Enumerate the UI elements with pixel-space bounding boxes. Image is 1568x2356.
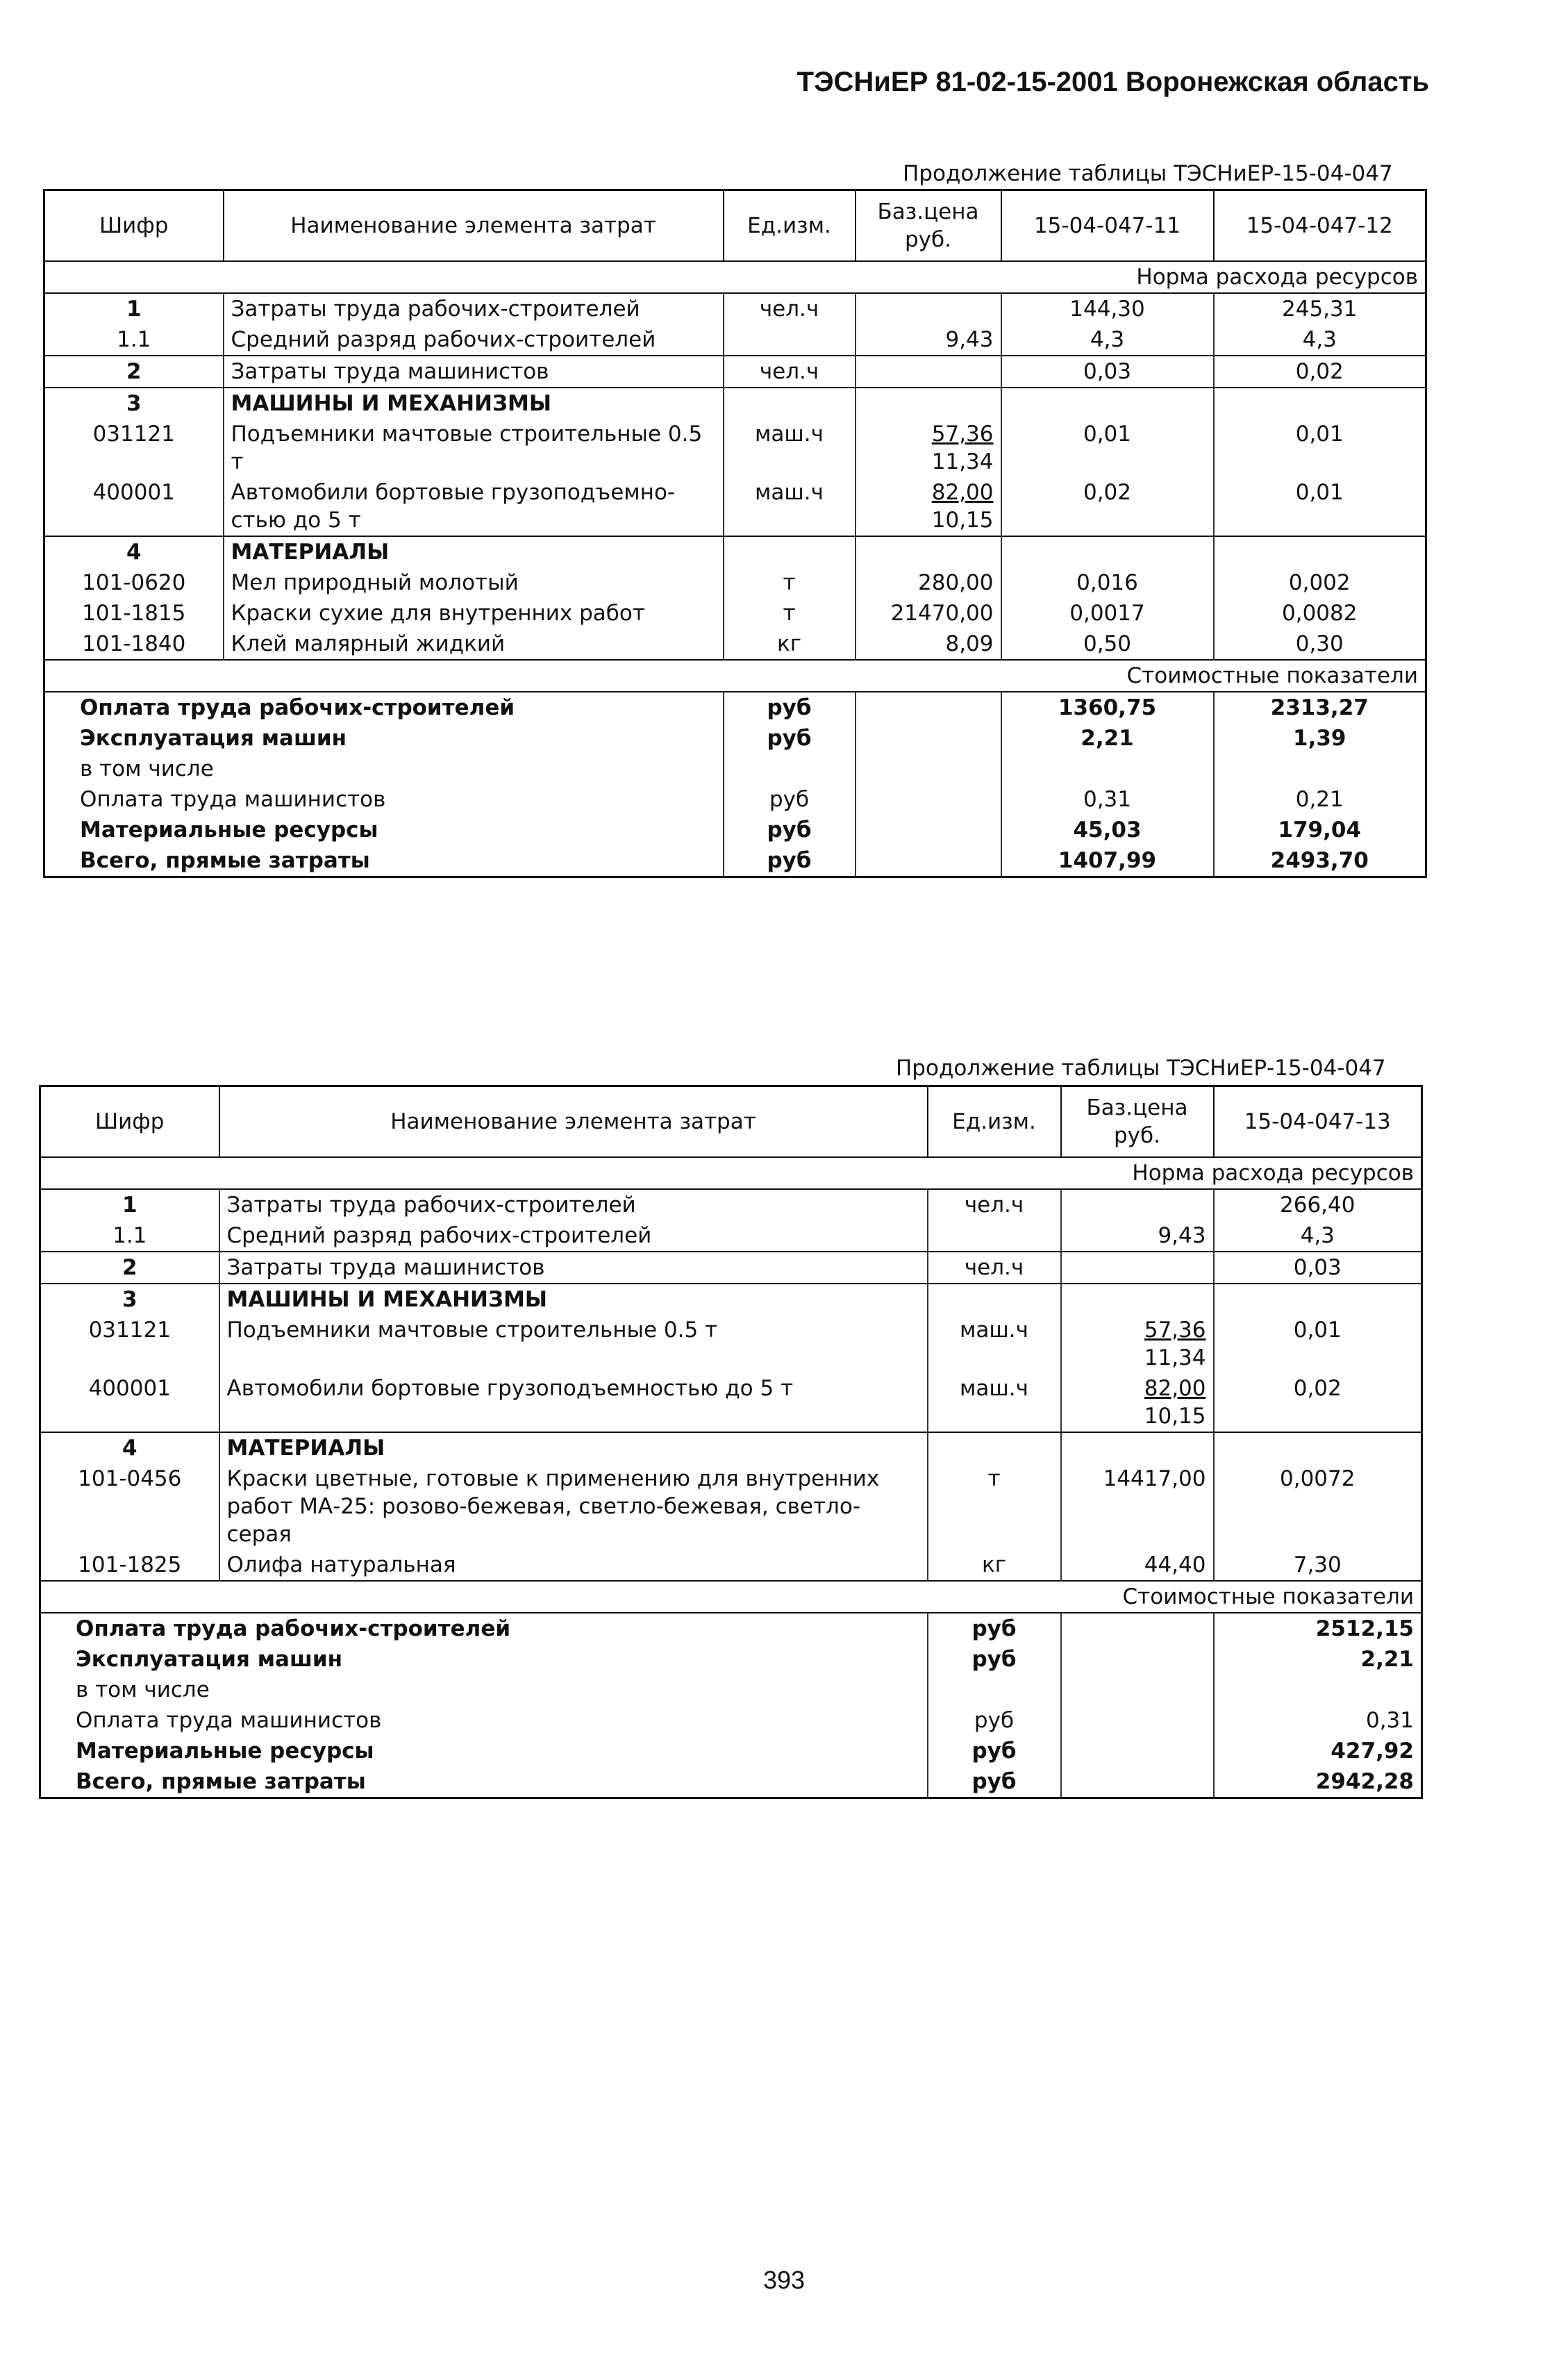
- summary-row: [40, 1644, 1422, 1675]
- table-row: [44, 477, 1426, 536]
- table2-caption: Продолжение таблицы ТЭСНиЕР-15-04-047: [896, 1056, 1386, 1081]
- cell-norm-v1: 0,016: [1001, 567, 1214, 598]
- summary-price-empty: [856, 815, 1001, 845]
- cell-code: 3: [44, 388, 224, 419]
- col-header-price: Баз.цена руб.: [856, 190, 1001, 261]
- cell-code: 101-1815: [44, 598, 224, 629]
- summary-unit: руб: [724, 815, 856, 845]
- summary-price-empty: [856, 845, 1001, 877]
- summary-row: [44, 784, 1426, 815]
- summary-unit: руб: [928, 1766, 1061, 1798]
- cell-unit: маш.ч: [928, 1373, 1061, 1432]
- summary-price-empty: [1061, 1705, 1214, 1736]
- summary-price-empty: [1061, 1613, 1214, 1644]
- price-value: 82,00: [931, 479, 994, 505]
- summary-row: [44, 723, 1426, 754]
- norm-label: Норма расхода ресурсов: [44, 261, 1426, 293]
- table-row: [44, 388, 1426, 419]
- cell-norm-v1: 4,3: [1214, 1220, 1422, 1252]
- table-row: [40, 1373, 1422, 1432]
- summary-row: [40, 1766, 1422, 1798]
- cell-code: 4: [40, 1432, 219, 1463]
- cell-price: [856, 536, 1001, 567]
- col-header-price: Баз.цена руб.: [1061, 1086, 1214, 1157]
- cell-name: Средний разряд рабочих-строителей: [219, 1220, 928, 1252]
- summary-price-empty: [856, 754, 1001, 784]
- summary-unit: руб: [724, 723, 856, 754]
- summary-price-empty: [1061, 1766, 1214, 1798]
- cell-norm-v1: 0,03: [1001, 356, 1214, 388]
- summary-price-empty: [1061, 1675, 1214, 1705]
- cost-label: Стоимостные показатели: [44, 660, 1426, 692]
- table-row: [44, 419, 1426, 477]
- summary-value-v1: 2,21: [1214, 1644, 1422, 1675]
- col-header-unit: Ед.изм.: [724, 190, 856, 261]
- cell-norm-v1: 0,01: [1001, 419, 1214, 477]
- cell-norm-v1: 4,3: [1001, 324, 1214, 356]
- cell-price: [1061, 1373, 1214, 1432]
- cell-unit: т: [724, 567, 856, 598]
- summary-value-v1: 45,03: [1001, 815, 1214, 845]
- price-value: 9,43: [945, 326, 994, 352]
- cell-code: 2: [40, 1252, 219, 1284]
- cost-label: Стоимостные показатели: [40, 1581, 1422, 1613]
- cell-norm-v2: 0,0082: [1214, 598, 1426, 629]
- cell-unit: чел.ч: [724, 356, 856, 388]
- price-machinist-value: 11,34: [1144, 1345, 1206, 1370]
- table-row: [40, 1463, 1422, 1550]
- col-header-15-04-047-12: 15-04-047-12: [1214, 190, 1426, 261]
- cell-price: [1061, 1284, 1214, 1315]
- price-machinist-value: 10,15: [931, 507, 994, 533]
- cell-name: Мел природный молотый: [224, 567, 724, 598]
- cell-price: [856, 293, 1001, 324]
- cell-norm-v1: [1001, 388, 1214, 419]
- page-number: 393: [762, 2266, 806, 2294]
- cell-norm-v2: 0,30: [1214, 629, 1426, 660]
- cell-price: [856, 388, 1001, 419]
- col-header-code: Шифр: [40, 1086, 219, 1157]
- table-row: [40, 1550, 1422, 1581]
- summary-value-v1: [1001, 754, 1214, 784]
- cell-unit: маш.ч: [724, 419, 856, 477]
- cell-norm-v1: [1214, 1284, 1422, 1315]
- cell-code: 2: [44, 356, 224, 388]
- summary-price-empty: [1061, 1736, 1214, 1766]
- cell-unit: маш.ч: [724, 477, 856, 536]
- cell-norm-v1: 266,40: [1214, 1189, 1422, 1220]
- cell-name: Клей малярный жидкий: [224, 629, 724, 660]
- cell-price: [856, 419, 1001, 477]
- table-row: [44, 356, 1426, 388]
- summary-row: [40, 1613, 1422, 1644]
- table1-caption: Продолжение таблицы ТЭСНиЕР-15-04-047: [903, 161, 1393, 186]
- summary-unit: руб: [928, 1705, 1061, 1736]
- cell-norm-v1: 0,0017: [1001, 598, 1214, 629]
- cell-price: [1061, 1432, 1214, 1463]
- norm-row: [40, 1157, 1422, 1189]
- cell-price: [1061, 1220, 1214, 1252]
- summary-row: [44, 692, 1426, 723]
- summary-row: [44, 845, 1426, 877]
- table-row: [40, 1315, 1422, 1373]
- cell-code: 400001: [40, 1373, 219, 1432]
- col-header-name: Наименование элемента затрат: [219, 1086, 928, 1157]
- cell-price: [1061, 1463, 1214, 1550]
- summary-value-v1: 0,31: [1001, 784, 1214, 815]
- cell-unit: чел.ч: [724, 293, 856, 324]
- cell-code: 031121: [44, 419, 224, 477]
- table2: [39, 1085, 1423, 1799]
- cell-norm-v1: 0,50: [1001, 629, 1214, 660]
- table-row: [44, 293, 1426, 324]
- cell-price: [856, 598, 1001, 629]
- summary-value-v1: [1214, 1675, 1422, 1705]
- cell-name: Олифа натуральная: [219, 1550, 928, 1581]
- cell-code: 400001: [44, 477, 224, 536]
- cell-norm-v2: [1214, 388, 1426, 419]
- price-value: 280,00: [918, 570, 994, 595]
- summary-row: [44, 754, 1426, 784]
- cell-norm-v2: 245,31: [1214, 293, 1426, 324]
- cell-norm-v1: 7,30: [1214, 1550, 1422, 1581]
- summary-unit: руб: [928, 1613, 1061, 1644]
- cell-code: 1: [40, 1189, 219, 1220]
- price-value: 9,43: [1158, 1222, 1206, 1248]
- table-row: [44, 598, 1426, 629]
- table-row: [44, 567, 1426, 598]
- col-header-name: Наименование элемента затрат: [224, 190, 724, 261]
- cell-name: Средний разряд рабочих-строителей: [224, 324, 724, 356]
- cell-name: Затраты труда машинистов: [219, 1252, 928, 1284]
- summary-price-empty: [1061, 1644, 1214, 1675]
- cell-price: [856, 567, 1001, 598]
- cell-name: МАТЕРИАЛЫ: [219, 1432, 928, 1463]
- col-header-unit: Ед.изм.: [928, 1086, 1061, 1157]
- cell-norm-v1: 0,02: [1214, 1373, 1422, 1432]
- cell-unit: т: [724, 598, 856, 629]
- cell-unit: маш.ч: [928, 1315, 1061, 1373]
- cell-code: 101-0620: [44, 567, 224, 598]
- summary-price-empty: [856, 692, 1001, 723]
- cell-name: МАШИНЫ И МЕХАНИЗМЫ: [219, 1284, 928, 1315]
- cell-name: Затраты труда машинистов: [224, 356, 724, 388]
- cell-unit: кг: [724, 629, 856, 660]
- table-row: [44, 629, 1426, 660]
- price-value: 82,00: [1144, 1375, 1206, 1401]
- cell-code: 101-1825: [40, 1550, 219, 1581]
- cell-norm-v2: 0,02: [1214, 356, 1426, 388]
- cell-norm-v2: 0,002: [1214, 567, 1426, 598]
- summary-label: Материальные ресурсы: [80, 817, 378, 843]
- cell-price: [856, 629, 1001, 660]
- summary-label: Всего, прямые затраты: [44, 845, 724, 877]
- cell-norm-v1: [1214, 1432, 1422, 1463]
- cell-norm-v1: [1001, 536, 1214, 567]
- price-value: 21470,00: [890, 600, 994, 626]
- cell-name: Затраты труда рабочих-строителей: [224, 293, 724, 324]
- cell-name: Краски цветные, готовые к применению для внутренних работ МА-25: розово-бежевая, светло-бежевая, светло-серая: [219, 1463, 928, 1550]
- summary-label: Всего, прямые затраты: [40, 1766, 928, 1798]
- cell-code: 3: [40, 1284, 219, 1315]
- cell-unit: т: [928, 1463, 1061, 1550]
- cell-price: [1061, 1252, 1214, 1284]
- summary-value-v2: [1214, 754, 1426, 784]
- table-row: [40, 1284, 1422, 1315]
- cell-norm-v2: 4,3: [1214, 324, 1426, 356]
- cell-norm-v2: 0,01: [1214, 477, 1426, 536]
- cell-name: Краски сухие для внутренних работ: [224, 598, 724, 629]
- cell-unit: [724, 388, 856, 419]
- cell-price: [1061, 1550, 1214, 1581]
- cell-norm-v1: 0,01: [1214, 1315, 1422, 1373]
- summary-label: Эксплуатация машин: [80, 725, 347, 751]
- col-header-15-04-047-11: 15-04-047-11: [1001, 190, 1214, 261]
- summary-unit: [724, 754, 856, 784]
- cell-code: 101-1840: [44, 629, 224, 660]
- summary-value-v2: 179,04: [1214, 815, 1426, 845]
- price-value: 57,36: [1144, 1317, 1206, 1343]
- norm-row: [44, 261, 1426, 293]
- summary-unit: руб: [928, 1736, 1061, 1766]
- summary-row: [44, 815, 1426, 845]
- cell-code: 1: [44, 293, 224, 324]
- summary-value-v1: 0,31: [1214, 1705, 1422, 1736]
- summary-row: [40, 1736, 1422, 1766]
- cell-norm-v1: 144,30: [1001, 293, 1214, 324]
- table-row: [40, 1220, 1422, 1252]
- summary-value-v2: 2313,27: [1214, 692, 1426, 723]
- table-row: [44, 324, 1426, 356]
- summary-value-v1: 2,21: [1001, 723, 1214, 754]
- table-row: [40, 1432, 1422, 1463]
- table-row: [44, 536, 1426, 567]
- cell-code: 1.1: [40, 1220, 219, 1252]
- summary-price-empty: [856, 784, 1001, 815]
- summary-value-v1: 2942,28: [1214, 1766, 1422, 1798]
- document-header: ТЭСНиЕР 81-02-15-2001 Воронежская область: [796, 67, 1429, 97]
- table-row: [40, 1252, 1422, 1284]
- price-machinist-value: 11,34: [931, 449, 994, 474]
- cell-code: 101-0456: [40, 1463, 219, 1550]
- cell-price: [856, 477, 1001, 536]
- table1: [43, 189, 1427, 878]
- price-value: 8,09: [945, 631, 994, 656]
- cell-code: 031121: [40, 1315, 219, 1373]
- cell-unit: [928, 1284, 1061, 1315]
- summary-label: Материальные ресурсы: [76, 1738, 374, 1764]
- cell-norm-v2: 0,01: [1214, 419, 1426, 477]
- cell-norm-v1: 0,0072: [1214, 1463, 1422, 1550]
- table-row: [40, 1189, 1422, 1220]
- cell-unit: [928, 1220, 1061, 1252]
- summary-label: Эксплуатация машин: [76, 1646, 343, 1672]
- summary-value-v2: 2493,70: [1214, 845, 1426, 877]
- price-machinist-value: 10,15: [1144, 1403, 1206, 1429]
- summary-value-v1: 427,92: [1214, 1736, 1422, 1766]
- cell-unit: [928, 1432, 1061, 1463]
- cell-unit: [724, 324, 856, 356]
- cell-price: [1061, 1315, 1214, 1373]
- summary-value-v2: 1,39: [1214, 723, 1426, 754]
- summary-value-v1: 1360,75: [1001, 692, 1214, 723]
- col-header-15-04-047-13: 15-04-047-13: [1214, 1086, 1422, 1157]
- cell-name: МАТЕРИАЛЫ: [224, 536, 724, 567]
- summary-value-v1: 1407,99: [1001, 845, 1214, 877]
- price-value: 44,40: [1144, 1552, 1206, 1577]
- summary-label: в том числе: [80, 756, 214, 781]
- summary-row: [40, 1675, 1422, 1705]
- summary-unit: руб: [928, 1644, 1061, 1675]
- summary-label: Оплата труда машинистов: [80, 786, 386, 812]
- summary-label: Оплата труда рабочих-строителей: [80, 695, 515, 720]
- cell-name: Подъемники мачтовые строительные 0.5 т: [219, 1315, 928, 1373]
- price-value: 57,36: [931, 421, 994, 447]
- summary-unit: [928, 1675, 1061, 1705]
- cell-unit: [724, 536, 856, 567]
- cell-norm-v1: 0,02: [1001, 477, 1214, 536]
- cell-norm-v1: 0,03: [1214, 1252, 1422, 1284]
- summary-price-empty: [856, 723, 1001, 754]
- cost-row: [44, 660, 1426, 692]
- cost-row: [40, 1581, 1422, 1613]
- cell-code: 1.1: [44, 324, 224, 356]
- norm-label: Норма расхода ресурсов: [40, 1157, 1422, 1189]
- cell-name: Автомобили бортовые грузоподъемностью до 5 т: [219, 1373, 928, 1432]
- summary-label: Оплата труда машинистов: [76, 1707, 382, 1733]
- cell-price: [856, 356, 1001, 388]
- cell-unit: кг: [928, 1550, 1061, 1581]
- cell-name: МАШИНЫ И МЕХАНИЗМЫ: [224, 388, 724, 419]
- cell-name: Затраты труда рабочих-строителей: [219, 1189, 928, 1220]
- price-value: 14417,00: [1103, 1466, 1206, 1491]
- cell-price: [856, 324, 1001, 356]
- cell-price: [1061, 1189, 1214, 1220]
- summary-unit: руб: [724, 692, 856, 723]
- cell-code: 4: [44, 536, 224, 567]
- cell-name: Автомобили бортовые грузоподъемно-стью до 5 т: [224, 477, 724, 536]
- summary-unit: руб: [724, 845, 856, 877]
- summary-row: [40, 1705, 1422, 1736]
- cell-unit: чел.ч: [928, 1252, 1061, 1284]
- cell-norm-v2: [1214, 536, 1426, 567]
- col-header-code: Шифр: [44, 190, 224, 261]
- summary-label: Оплата труда рабочих-строителей: [76, 1616, 511, 1641]
- cell-name: Подъемники мачтовые строительные 0.5 т: [224, 419, 724, 477]
- summary-value-v1: 2512,15: [1214, 1613, 1422, 1644]
- summary-value-v2: 0,21: [1214, 784, 1426, 815]
- cell-unit: чел.ч: [928, 1189, 1061, 1220]
- summary-unit: руб: [724, 784, 856, 815]
- summary-label: в том числе: [76, 1677, 210, 1702]
